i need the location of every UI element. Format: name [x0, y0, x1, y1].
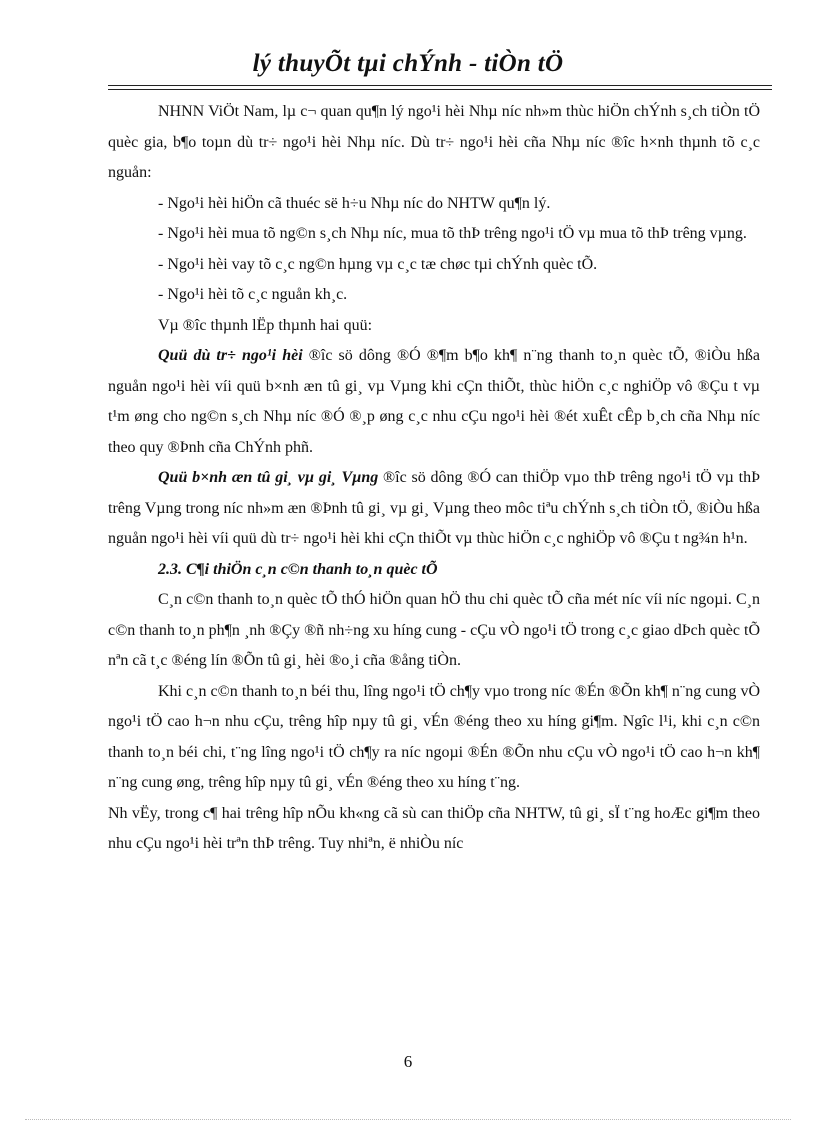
- page-number: 6: [403, 1052, 413, 1071]
- term-stabilization-fund: Quü b×nh æn tû gi¸ vµ gi¸ Vµng: [158, 469, 379, 486]
- list-item: - Ngo¹i hèi mua tõ ng©n s¸ch Nhµ níc, mua tõ thÞ trêng ngo¹i tÖ vµ mua tõ thÞ trêng vµng.: [158, 225, 747, 242]
- paragraph-balance: C¸n c©n thanh to¸n quèc tÕ thÓ hiÖn quan hÖ thu chi quèc tÕ cña mét níc víi níc ngoµi. C¸n c©n thanh to¸n ph¶n ¸nh ®Çy ®ñ nh÷ng xu híng cung - cÇu vÒ ngo¹i tÖ trong c¸c giao dÞch quèc tÕ nªn cã t¸c ®éng lín ®Õn tû gi¸ hèi ®o¸i cña ®ång tiÒn.: [108, 591, 760, 669]
- paragraph-funds-intro: Vµ ®îc thµnh lËp thµnh hai quü:: [158, 316, 373, 334]
- paragraph-surplus-deficit: Khi c¸n c©n thanh to¸n béi thu, lîng ngo¹i tÖ ch¶y vµo trong níc ®Én ®Õn kh¶ n¨ng cung vÒ ngo¹i tÖ cao h¬n nhu cÇu, trêng hîp nµy tû gi¸ vÉn ®éng theo xu híng gi¶m. Ngîc l¹i, khi c¸n c©n thanh to¸n béi chi, t¨ng lîng ngo¹i tÖ ch¶y ra níc ngoµi ®Én ®Õn nhu cÇu vÒ ngo¹i tÖ cao h¬n kh¶ n¨ng cung øng, trêng hîp nµy tû gi¸ vÉn ®éng theo xu híng t¨ng.: [108, 682, 760, 791]
- paragraph-intro: NHNN ViÖt Nam, lµ c¬ quan qu¶n lý ngo¹i hèi Nhµ níc nh»m thùc hiÖn chÝnh s¸ch tiÒn tÖ quèc gia, b¶o toµn dù tr÷ ngo¹i hèi Nhµ níc. Dù tr÷ ngo¹i hèi cña Nhµ níc ®îc h×nh thµnh tõ c¸c nguån:: [108, 103, 760, 181]
- page-header-title: lý thuyÕt tµi chÝnh - tiÒn tÖ: [252, 50, 564, 77]
- document-body: [108, 97, 760, 860]
- page-bottom-border: [25, 1119, 791, 1120]
- term-reserve-fund: Quü dù tr÷ ngo¹i hèi: [158, 347, 303, 364]
- section-heading: 2.3. C¶i thiÖn c¸n c©n thanh to¸n quèc tÕ: [158, 560, 438, 578]
- list-item: - Ngo¹i hèi vay tõ c¸c ng©n hµng vµ c¸c tæ chøc tµi chÝnh quèc tÕ.: [158, 255, 598, 273]
- paragraph-stabilization-fund: [108, 463, 760, 555]
- header-divider: [108, 85, 772, 86]
- paragraph-reserve-fund: [108, 341, 760, 463]
- header-divider-thin: [108, 89, 772, 90]
- paragraph-text: ®îc sö dông ®Ó ®¶m b¶o kh¶ n¨ng thanh to¸n quèc tÕ, ®iÒu hßa nguån ngo¹i hèi víi quü b×nh æn tû gi¸ vµ Vµng khi cÇn thiÕt, thùc hiÖn c¸c nghiÖp vô ®Çu t vµ t¹m øng cho ng©n s¸ch Nhµ níc ®Ó ®¸p øng c¸c nhu cÇu ngo¹i hèi ®ét xuÊt cÊp b¸ch cña Nhµ níc theo quy ®Þnh cña ChÝnh phñ.: [108, 347, 760, 456]
- list-item: - Ngo¹i hèi hiÖn cã thuéc së h÷u Nhµ níc do NHTW qu¶n lý.: [158, 194, 551, 212]
- paragraph-text: ®îc sö dông ®Ó can thiÖp vµo thÞ trêng ngo¹i tÖ vµ thÞ trêng Vµng trong níc nh»m æn ®Þnh tû gi¸ vµ gi¸ Vµng theo môc tiªu chÝnh s¸ch tiÒn tÖ, ®iÒu hßa nguån ngo¹i hèi víi quü dù tr÷ ngo¹i hèi khi cÇn thiÕt vµ thùc hiÖn c¸c nghiÖp vô ®Çu t ng¾n h¹n.: [108, 469, 761, 547]
- paragraph-conclusion: Nh vËy, trong c¶ hai trêng hîp nÕu kh«ng cã sù can thiÖp cña NHTW, tû gi¸ sÏ t¨ng hoÆc gi¶m theo nhu cÇu ngo¹i hèi trªn thÞ trêng. Tuy nhiªn, ë nhiÒu níc: [108, 804, 760, 852]
- list-item: - Ngo¹i hèi tõ c¸c nguån kh¸c.: [158, 286, 348, 303]
